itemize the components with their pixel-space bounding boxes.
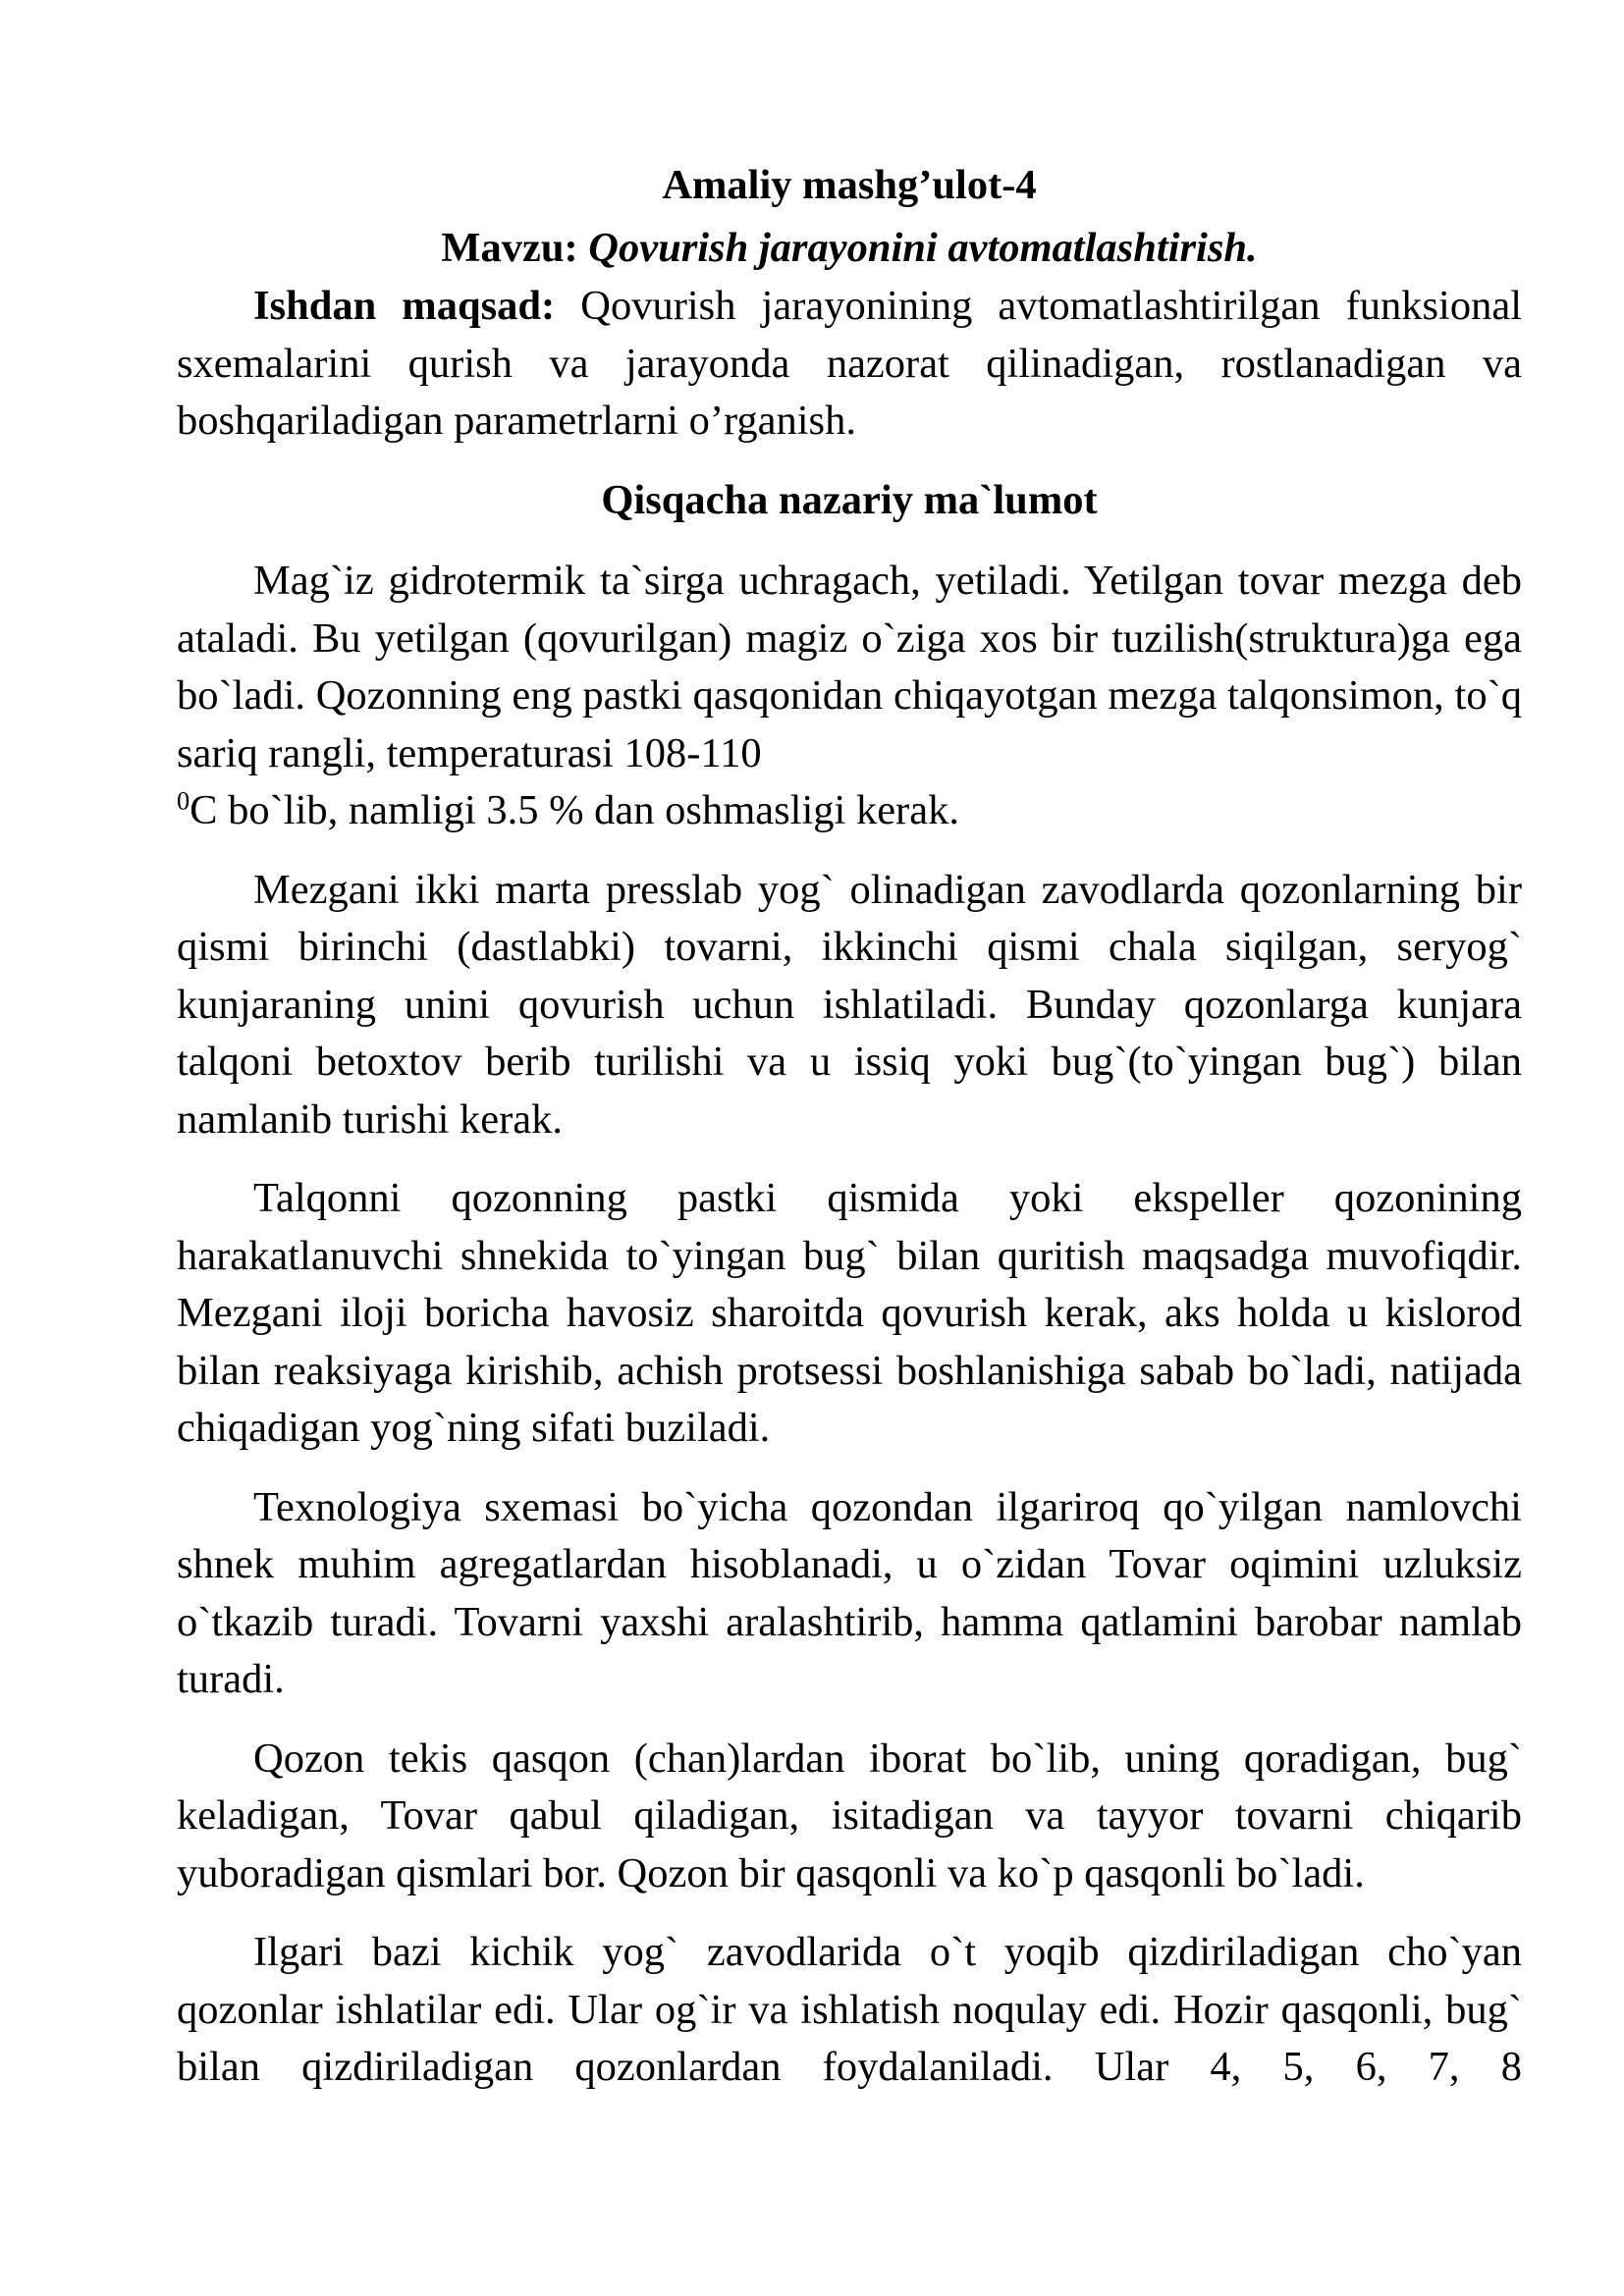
paragraph-5: Qozon tekis qasqon (chan)lardan iborat bo`lib, uning qoradigan, bug` keladigan, Tovar qabul qiladigan, isitadigan va tayyor tovarni chiqarib yuboradigan qismlari bor. Qozon bir qasqonli va ko`p qasqonli bo`ladi.: [177, 1735, 1522, 1896]
paragraph-4: Texnologiya sxemasi bo`yicha qozondan ilgariroq qo`yilgan namlovchi shnek muhim agregatlardan hisoblanadi, u o`zidan Tovar oqimini uzluksiz o`tkazib turadi. Tovarni yaxshi aralashtirib, hamma qatlamini barobar namlab turadi.: [177, 1483, 1522, 1702]
paragraph-1: [177, 553, 1522, 840]
goal-label: Ishdan maqsad:: [253, 283, 556, 329]
topic-line: [177, 220, 1522, 278]
paragraph-2: Mezgani ikki marta presslab yog` olinadigan zavodlarda qozonlarning bir qismi birinchi (dastlabki) tovarni, ikkinchi qismi chala siqilgan, seryog` kunjaraning unini qovurish uchun ishlatiladi. Bunday qozonlarga kunjara talqoni betoxtov berib turilishi va u issiq yoki bug`(to`yingan bug`) bilan namlanib turishi kerak.: [177, 866, 1522, 1143]
paragraph-3: Talqonni qozonning pastki qismida yoki ekspeller qozonining harakatlanuvchi shnekida to`yingan bug` bilan quritish maqsadga muvofiqdir. Mezgani iloji boricha havosiz sharoitda qovurish kerak, aks holda u kislorod bilan reaksiyaga kirishib, achish protsessi boshlanishiga sabab bo`ladi, natijada chiqadigan yog`ning sifati buziladi.: [177, 1175, 1522, 1451]
document-title: Amaliy mashg’ulot-4: [662, 162, 1037, 208]
topic-text: Qovurish jarayonini avtomatlashtirish.: [588, 225, 1258, 271]
paragraph-6: Ilgari bazi kichik yog` zavodlarida o`t yoqib qizdiriladigan cho`yan qozonlar ishlatilar edi. Ular og`ir va ishlatish noqulay edi. Hozir qasqonli, bug` bilan qizdiriladigan qozonlardan foydalaniladi. Ular 4, 5, 6, 7, 8: [177, 1929, 1522, 2090]
topic-label: Mavzu:: [441, 225, 578, 271]
document-page: [177, 157, 1522, 2118]
degree-superscript: 0: [177, 786, 190, 816]
goal-paragraph: [177, 278, 1522, 451]
paragraph-1-text-end: C bo`lib, namligi 3.5 % dan oshmasligi kerak.: [189, 787, 959, 833]
paragraph-1-text: Mag`iz gidrotermik ta`sirga uchragach, yetiladi. Yetilgan tovar mezga deb ataladi. Bu yetilgan (qovurilgan) magiz o`ziga xos bir tuzilish(struktura)ga ega bo`ladi. Qozonning eng pastki qasqonidan chiqayotgan mezga talqonsimon, to`q sariq rangli, temperaturasi 108-110: [177, 558, 1522, 776]
goal-text: Qovurish jarayonining avtomatlashtirilgan funksional sxemalarini qurish va jarayonda nazorat qilinadigan, rostlanadigan va boshqariladigan parametrlarni o’rganish.: [177, 283, 1523, 444]
section-heading: Qisqacha nazariy ma`lumot: [601, 476, 1098, 523]
